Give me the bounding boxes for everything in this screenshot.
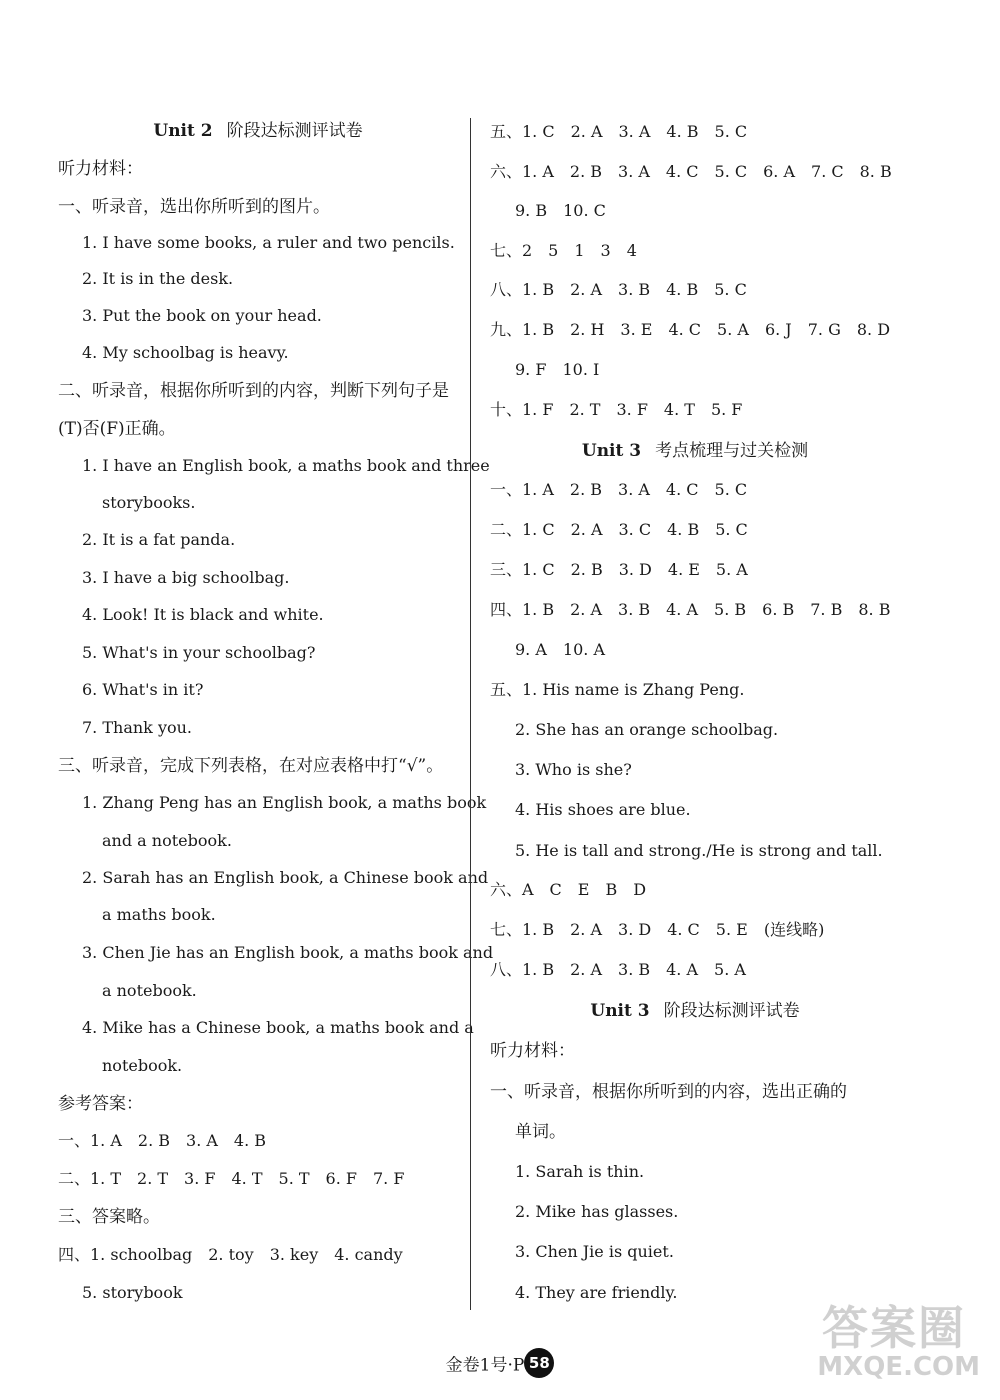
answer-line: 五、1. His name is Zhang Peng. <box>490 680 745 699</box>
list-item: 2. Sarah has an English book, a Chinese book and <box>82 868 489 887</box>
list-item-cont: storybooks. <box>102 493 196 512</box>
answer-line-cont: 5. storybook <box>82 1283 183 1302</box>
unit3-test-title <box>490 1000 900 1022</box>
list-item-cont: a notebook. <box>102 981 197 1000</box>
unit3-review-title <box>490 440 900 462</box>
section1-heading: 一、听录音，选出你所听到的图片。 <box>58 197 330 217</box>
answer-line: 七、1. B 2. A 3. D 4. C 5. E (连线略) <box>490 920 825 939</box>
column-divider <box>470 118 471 1310</box>
list-item-cont: notebook. <box>102 1056 183 1075</box>
page-number-badge: 58 <box>524 1348 554 1378</box>
watermark-site: MXQE.COM <box>817 1352 980 1382</box>
title-cn: 考点梳理与过关检测 <box>655 441 809 461</box>
list-item: 3. Chen Jie is quiet. <box>515 1242 674 1261</box>
list-item: 4. Look! It is black and white. <box>82 605 324 624</box>
title-unit: Unit 2 <box>153 121 213 141</box>
answer-line: 二、1. C 2. A 3. C 4. B 5. C <box>490 520 748 539</box>
answer-line: 一、1. A 2. B 3. A 4. B <box>58 1131 267 1150</box>
answer-line: 三、答案略。 <box>58 1207 160 1227</box>
answer-line-cont: 4. His shoes are blue. <box>515 800 691 819</box>
footer-label: 金卷1号·P <box>445 1355 525 1376</box>
answer-line-cont: 9. B 10. C <box>515 201 606 220</box>
answer-line-cont: 5. He is tall and strong./He is strong and tall. <box>515 841 883 860</box>
answer-line: 六、1. A 2. B 3. A 4. C 5. C 6. A 7. C 8. B <box>490 162 892 181</box>
list-item: 1. Zhang Peng has an English book, a maths book <box>82 793 487 812</box>
answer-line: 八、1. B 2. A 3. B 4. B 5. C <box>490 280 747 299</box>
answer-line: 九、1. B 2. H 3. E 4. C 5. A 6. J 7. G 8. D <box>490 320 891 339</box>
section3-heading: 三、听录音，完成下列表格，在对应表格中打“√”。 <box>58 756 444 776</box>
answer-line-cont: 3. Who is she? <box>515 760 632 779</box>
answer-line: 六、A C E B D <box>490 880 647 899</box>
answer-line: 四、1. B 2. A 3. B 4. A 5. B 6. B 7. B 8. B <box>490 600 891 619</box>
list-item: 1. I have some books, a ruler and two pencils. <box>82 233 455 252</box>
list-item: 4. They are friendly. <box>515 1283 678 1302</box>
list-item-cont: a maths book. <box>102 905 216 924</box>
answers-heading: 参考答案： <box>58 1094 143 1114</box>
section2-heading: 二、听录音，根据你所听到的内容，判断下列句子是 <box>58 381 449 401</box>
list-item: 6. What's in it? <box>82 680 204 699</box>
section2-heading-cont: (T)否(F)正确。 <box>58 419 176 439</box>
answer-line: 三、1. C 2. B 3. D 4. E 5. A <box>490 560 748 579</box>
list-item: 7. Thank you. <box>82 718 193 737</box>
list-item-cont: and a notebook. <box>102 831 232 850</box>
answer-line: 四、1. schoolbag 2. toy 3. key 4. candy <box>58 1245 403 1264</box>
listening-heading: 听力材料： <box>490 1041 575 1061</box>
list-item: 3. I have a big schoolbag. <box>82 568 290 587</box>
list-item: 4. Mike has a Chinese book, a maths book and a <box>82 1018 474 1037</box>
list-item: 2. It is in the desk. <box>82 269 234 288</box>
question1-heading-cont: 单词。 <box>515 1122 566 1142</box>
answer-line: 十、1. F 2. T 3. F 4. T 5. F <box>490 400 743 419</box>
answer-line: 七、2 5 1 3 4 <box>490 241 637 260</box>
question1-heading: 一、听录音，根据你所听到的内容，选出正确的 <box>490 1082 847 1102</box>
watermark-logo <box>738 1292 988 1392</box>
title-unit: Unit 3 <box>590 1001 650 1021</box>
title-unit: Unit 3 <box>581 441 642 461</box>
list-item: 4. My schoolbag is heavy. <box>82 343 289 362</box>
answer-line: 一、1. A 2. B 3. A 4. C 5. C <box>490 480 748 499</box>
list-item: 1. Sarah is thin. <box>515 1162 645 1181</box>
list-item: 2. Mike has glasses. <box>515 1202 679 1221</box>
answer-line: 五、1. C 2. A 3. A 4. B 5. C <box>490 122 748 141</box>
list-item: 1. I have an English book, a maths book and three <box>82 456 490 475</box>
title-cn: 阶段达标测评试卷 <box>226 121 363 141</box>
listening-heading: 听力材料： <box>58 159 143 179</box>
answer-line: 八、1. B 2. A 3. B 4. A 5. A <box>490 960 746 979</box>
answer-line-cont: 9. F 10. I <box>515 360 600 379</box>
unit2-test-title <box>58 120 458 142</box>
list-item: 5. What's in your schoolbag? <box>82 643 316 662</box>
answer-line-cont: 2. She has an orange schoolbag. <box>515 720 779 739</box>
list-item: 3. Put the book on your head. <box>82 306 322 325</box>
title-cn: 阶段达标测评试卷 <box>663 1001 800 1021</box>
answer-line: 二、1. T 2. T 3. F 4. T 5. T 6. F 7. F <box>58 1169 405 1188</box>
list-item: 3. Chen Jie has an English book, a maths book and <box>82 943 494 962</box>
list-item: 2. It is a fat panda. <box>82 530 236 549</box>
answer-line-cont: 9. A 10. A <box>515 640 605 659</box>
watermark-text: 答案圈 <box>822 1301 966 1355</box>
